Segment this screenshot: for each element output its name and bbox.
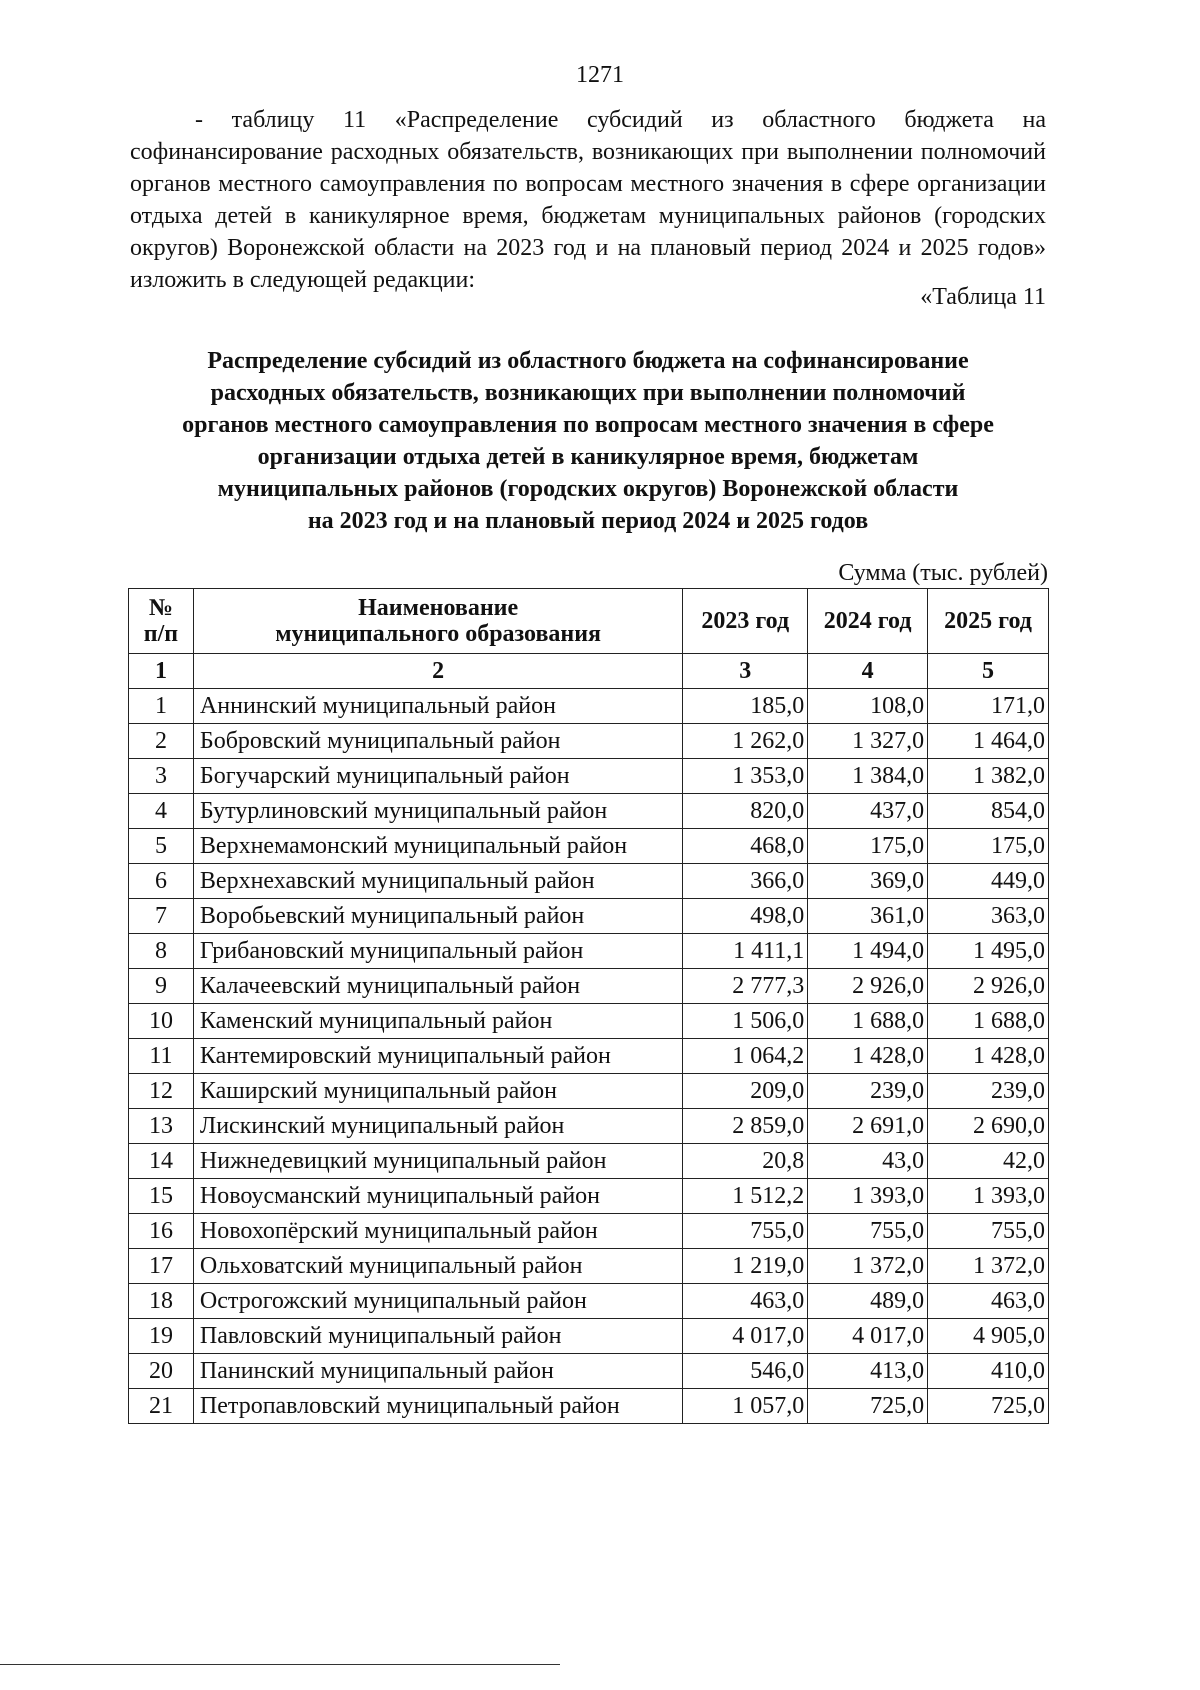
district-name: Калачеевский муниципальный район xyxy=(193,969,682,1004)
value-2024: 239,0 xyxy=(808,1074,928,1109)
title-line: органов местного самоуправления по вопросам местного значения в сфере xyxy=(182,412,994,438)
table-row xyxy=(129,724,1049,759)
value-2023: 1 512,2 xyxy=(683,1179,808,1214)
value-2023: 1 057,0 xyxy=(683,1389,808,1424)
district-name: Петропавловский муниципальный район xyxy=(193,1389,682,1424)
table-row xyxy=(129,1039,1049,1074)
district-name: Аннинский муниципальный район xyxy=(193,689,682,724)
row-number: 6 xyxy=(129,864,194,899)
value-2023: 1 506,0 xyxy=(683,1004,808,1039)
value-2024: 1 494,0 xyxy=(808,934,928,969)
value-2025: 1 688,0 xyxy=(928,1004,1049,1039)
title-line: муниципальных районов (городских округов) Воронежской области xyxy=(217,476,959,502)
value-2024: 2 691,0 xyxy=(808,1109,928,1144)
value-2023: 468,0 xyxy=(683,829,808,864)
value-2023: 1 219,0 xyxy=(683,1249,808,1284)
value-2023: 498,0 xyxy=(683,899,808,934)
district-name: Богучарский муниципальный район xyxy=(193,759,682,794)
value-2025: 2 926,0 xyxy=(928,969,1049,1004)
district-name: Бобровский муниципальный район xyxy=(193,724,682,759)
value-2025: 755,0 xyxy=(928,1214,1049,1249)
header-row xyxy=(129,589,1049,654)
value-2024: 489,0 xyxy=(808,1284,928,1319)
table-row xyxy=(129,969,1049,1004)
district-name: Ольховатский муниципальный район xyxy=(193,1249,682,1284)
title-line: расходных обязательств, возникающих при выполнении полномочий xyxy=(210,380,966,406)
row-number: 8 xyxy=(129,934,194,969)
value-2023: 1 353,0 xyxy=(683,759,808,794)
value-2025: 1 464,0 xyxy=(928,724,1049,759)
value-2024: 43,0 xyxy=(808,1144,928,1179)
value-2023: 1 411,1 xyxy=(683,934,808,969)
value-2025: 171,0 xyxy=(928,689,1049,724)
table-row xyxy=(129,1284,1049,1319)
value-2025: 239,0 xyxy=(928,1074,1049,1109)
value-2025: 1 495,0 xyxy=(928,934,1049,969)
value-2023: 209,0 xyxy=(683,1074,808,1109)
table-row xyxy=(129,1004,1049,1039)
table-row xyxy=(129,1249,1049,1284)
table-row xyxy=(129,864,1049,899)
table-row xyxy=(129,1389,1049,1424)
title-line: Распределение субсидий из областного бюджета на софинансирование xyxy=(207,348,969,374)
header-2024: 2024 год xyxy=(808,589,928,654)
value-2024: 413,0 xyxy=(808,1354,928,1389)
value-2025: 854,0 xyxy=(928,794,1049,829)
footer-rule xyxy=(0,1664,560,1665)
table-row xyxy=(129,1214,1049,1249)
title-line: организации отдыха детей в каникулярное время, бюджетам xyxy=(257,444,919,470)
value-2024: 108,0 xyxy=(808,689,928,724)
row-number: 18 xyxy=(129,1284,194,1319)
column-number: 1 xyxy=(129,654,194,689)
header-2023: 2023 год xyxy=(683,589,808,654)
row-number: 20 xyxy=(129,1354,194,1389)
value-2024: 1 327,0 xyxy=(808,724,928,759)
value-2024: 1 372,0 xyxy=(808,1249,928,1284)
value-2023: 2 777,3 xyxy=(683,969,808,1004)
table-row xyxy=(129,689,1049,724)
value-2023: 1 262,0 xyxy=(683,724,808,759)
value-2025: 175,0 xyxy=(928,829,1049,864)
value-2024: 1 688,0 xyxy=(808,1004,928,1039)
value-2023: 4 017,0 xyxy=(683,1319,808,1354)
value-2023: 1 064,2 xyxy=(683,1039,808,1074)
table-row xyxy=(129,1144,1049,1179)
value-2025: 1 428,0 xyxy=(928,1039,1049,1074)
row-number: 14 xyxy=(129,1144,194,1179)
row-number: 19 xyxy=(129,1319,194,1354)
value-2024: 369,0 xyxy=(808,864,928,899)
value-2025: 4 905,0 xyxy=(928,1319,1049,1354)
value-2023: 185,0 xyxy=(683,689,808,724)
value-2024: 725,0 xyxy=(808,1389,928,1424)
value-2023: 2 859,0 xyxy=(683,1109,808,1144)
units-label: Сумма (тыс. рублей) xyxy=(838,560,1048,586)
header-2025: 2025 год xyxy=(928,589,1049,654)
value-2025: 410,0 xyxy=(928,1354,1049,1389)
district-name: Каменский муниципальный район xyxy=(193,1004,682,1039)
row-number: 17 xyxy=(129,1249,194,1284)
table-title xyxy=(130,345,1046,537)
district-name: Грибановский муниципальный район xyxy=(193,934,682,969)
row-number: 11 xyxy=(129,1039,194,1074)
table-row xyxy=(129,1109,1049,1144)
district-name: Острогожский муниципальный район xyxy=(193,1284,682,1319)
row-number: 9 xyxy=(129,969,194,1004)
table-row xyxy=(129,794,1049,829)
value-2024: 1 428,0 xyxy=(808,1039,928,1074)
district-name: Бутурлиновский муниципальный район xyxy=(193,794,682,829)
value-2025: 2 690,0 xyxy=(928,1109,1049,1144)
value-2024: 1 384,0 xyxy=(808,759,928,794)
intro-text: - таблицу 11 «Распределение субсидий из областного бюджета на софинансирование расходных обязательств, возникающих при выполнении полномочий органов местного самоуправления по вопросам местного значения в сфере организации отдыха детей в каникулярное время, бюджетам муниципальных районов (городских округов) Воронежской области на 2023 год и на плановый период 2024 и 2025 годов» изложить в следующей редакции: xyxy=(130,107,1046,293)
value-2023: 20,8 xyxy=(683,1144,808,1179)
row-number: 12 xyxy=(129,1074,194,1109)
district-name: Верхнехавский муниципальный район xyxy=(193,864,682,899)
table-row xyxy=(129,899,1049,934)
table-row xyxy=(129,1354,1049,1389)
table-row xyxy=(129,759,1049,794)
row-number: 21 xyxy=(129,1389,194,1424)
district-name: Лискинский муниципальный район xyxy=(193,1109,682,1144)
district-name: Новохопёрский муниципальный район xyxy=(193,1214,682,1249)
district-name: Павловский муниципальный район xyxy=(193,1319,682,1354)
header-number: № п/п xyxy=(129,589,194,654)
table-label: «Таблица 11 xyxy=(920,284,1046,310)
row-number: 4 xyxy=(129,794,194,829)
value-2025: 463,0 xyxy=(928,1284,1049,1319)
value-2025: 363,0 xyxy=(928,899,1049,934)
value-2025: 1 382,0 xyxy=(928,759,1049,794)
row-number: 2 xyxy=(129,724,194,759)
header-name: Наименование муниципального образования xyxy=(193,589,682,654)
value-2025: 725,0 xyxy=(928,1389,1049,1424)
title-line: на 2023 год и на плановый период 2024 и 2025 годов xyxy=(307,508,869,534)
row-number: 13 xyxy=(129,1109,194,1144)
value-2023: 366,0 xyxy=(683,864,808,899)
value-2024: 1 393,0 xyxy=(808,1179,928,1214)
district-name: Нижнедевицкий муниципальный район xyxy=(193,1144,682,1179)
district-name: Кантемировский муниципальный район xyxy=(193,1039,682,1074)
row-number: 3 xyxy=(129,759,194,794)
value-2024: 4 017,0 xyxy=(808,1319,928,1354)
row-number: 16 xyxy=(129,1214,194,1249)
subsidy-table xyxy=(128,588,1049,1424)
page-number: 1271 xyxy=(576,62,624,88)
value-2025: 42,0 xyxy=(928,1144,1049,1179)
district-name: Новоусманский муниципальный район xyxy=(193,1179,682,1214)
table-row xyxy=(129,1319,1049,1354)
table-row xyxy=(129,829,1049,864)
column-number: 5 xyxy=(928,654,1049,689)
row-number: 5 xyxy=(129,829,194,864)
district-name: Каширский муниципальный район xyxy=(193,1074,682,1109)
district-name: Верхнемамонский муниципальный район xyxy=(193,829,682,864)
value-2025: 449,0 xyxy=(928,864,1049,899)
intro-paragraph xyxy=(130,104,1046,296)
value-2023: 463,0 xyxy=(683,1284,808,1319)
value-2024: 755,0 xyxy=(808,1214,928,1249)
value-2024: 2 926,0 xyxy=(808,969,928,1004)
value-2023: 820,0 xyxy=(683,794,808,829)
column-number-row xyxy=(129,654,1049,689)
row-number: 15 xyxy=(129,1179,194,1214)
district-name: Панинский муниципальный район xyxy=(193,1354,682,1389)
column-number: 2 xyxy=(193,654,682,689)
value-2024: 437,0 xyxy=(808,794,928,829)
value-2025: 1 372,0 xyxy=(928,1249,1049,1284)
row-number: 10 xyxy=(129,1004,194,1039)
value-2025: 1 393,0 xyxy=(928,1179,1049,1214)
row-number: 1 xyxy=(129,689,194,724)
table-row xyxy=(129,1074,1049,1109)
district-name: Воробьевский муниципальный район xyxy=(193,899,682,934)
value-2023: 755,0 xyxy=(683,1214,808,1249)
column-number: 3 xyxy=(683,654,808,689)
row-number: 7 xyxy=(129,899,194,934)
value-2023: 546,0 xyxy=(683,1354,808,1389)
column-number: 4 xyxy=(808,654,928,689)
value-2024: 175,0 xyxy=(808,829,928,864)
table-row xyxy=(129,1179,1049,1214)
value-2024: 361,0 xyxy=(808,899,928,934)
table-row xyxy=(129,934,1049,969)
